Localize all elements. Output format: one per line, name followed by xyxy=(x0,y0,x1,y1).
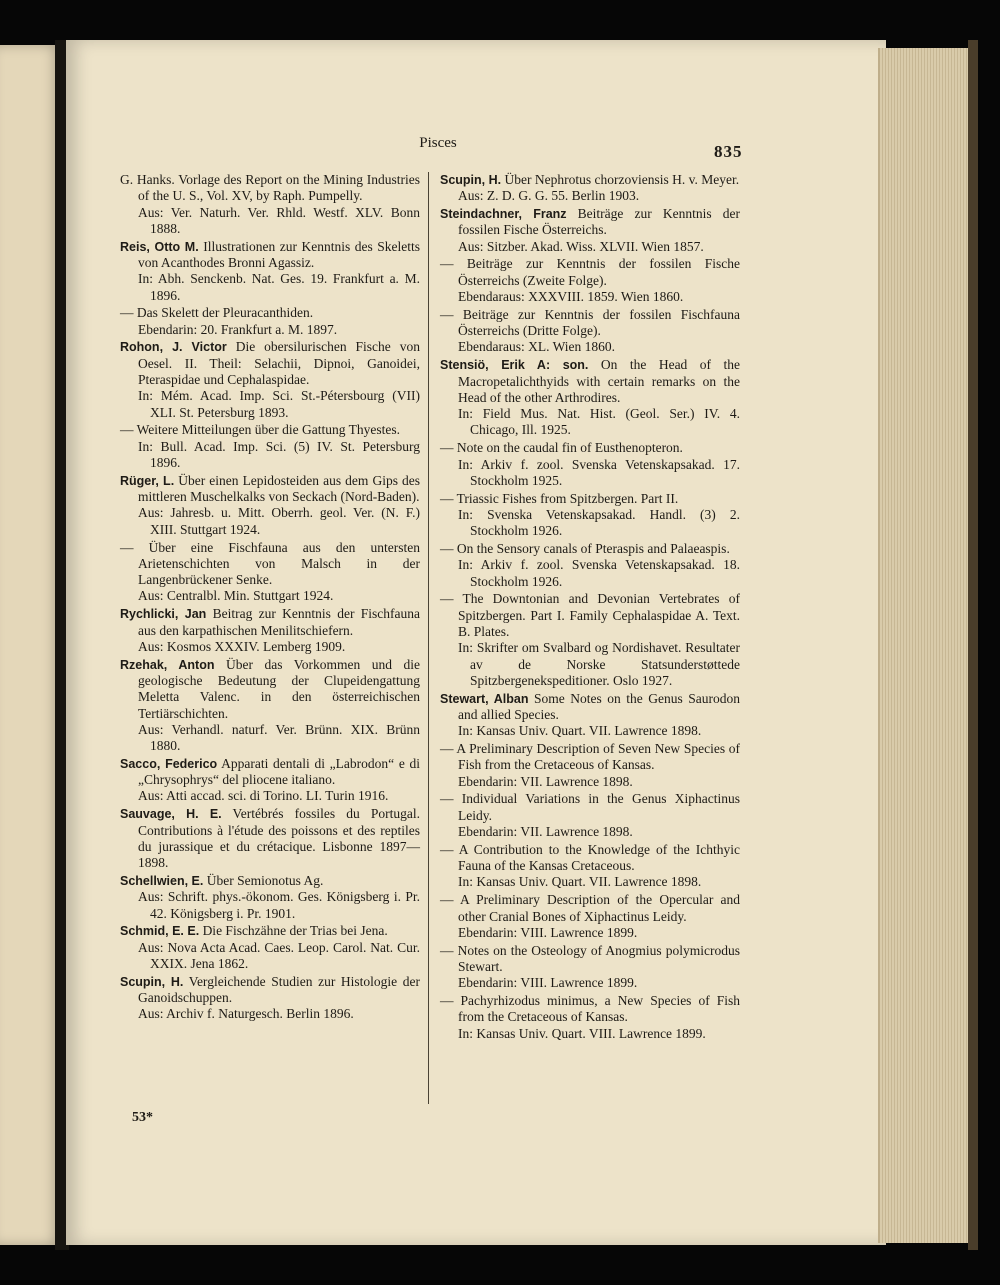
entry-text: — Triassic Fishes from Spitzbergen. Part II. xyxy=(440,490,679,506)
entry-title-line xyxy=(440,791,740,824)
entry-author: Stewart, Alban xyxy=(440,691,529,706)
entry-text: Über das Vorkommen und die geologische Bedeutung der Clupeidengattung Meletta Valenc. in den österreichischen Tertiärschichten. xyxy=(138,656,420,721)
entry-title-line xyxy=(440,892,740,925)
bibliography-entry xyxy=(120,756,420,805)
bibliography-entry xyxy=(440,357,740,438)
bibliography-entry xyxy=(120,923,420,972)
entry-text: — Pachyrhizodus minimus, a New Species of Fish from the Cretaceous of Kansas. xyxy=(440,993,740,1025)
bibliography-entry xyxy=(120,422,420,471)
entry-title-line xyxy=(440,691,740,724)
entry-title-line xyxy=(440,491,740,507)
entry-text: Some Notes on the Genus Saurodon and allied Species. xyxy=(458,690,741,722)
entry-text: Über Nephrotus chorzoviensis H. v. Meyer. xyxy=(501,172,740,187)
entry-text: — Note on the caudal fin of Eusthenopteron. xyxy=(440,440,683,456)
entry-text: — Individual Variations in the Genus Xiphactinus Leidy. xyxy=(440,791,740,823)
entry-text: Aus: Archiv f. Naturgesch. Berlin 1896. xyxy=(138,1006,354,1022)
entry-title-line xyxy=(120,305,420,321)
entry-text: In: Kansas Univ. Quart. VII. Lawrence 1898. xyxy=(458,874,702,890)
entry-title-line xyxy=(120,806,420,871)
entry-text: Ebendaraus: XXXVIII. 1859. Wien 1860. xyxy=(458,289,684,305)
bibliography-entry xyxy=(440,256,740,305)
bibliography-entry xyxy=(440,943,740,992)
bibliography-entry xyxy=(120,540,420,605)
entry-source-line xyxy=(440,824,740,840)
entry-source-line xyxy=(120,271,420,304)
entry-text: Aus: Schrift. phys.-ökonom. Ges. Königsberg i. Pr. 42. Königsberg i. Pr. 1901. xyxy=(138,889,420,921)
entry-text: Aus: Jahresb. u. Mitt. Oberrh. geol. Ver. (N. F.) XIII. Stuttgart 1924. xyxy=(138,505,420,537)
entry-title-line xyxy=(120,239,420,272)
entry-title-line xyxy=(120,473,420,506)
entry-author: Sauvage, H. E. xyxy=(120,807,222,822)
entry-source-line xyxy=(120,889,420,922)
left-page-edge xyxy=(0,45,62,1245)
entry-source-line xyxy=(120,439,420,472)
bibliography-entry xyxy=(120,339,420,420)
entry-text: On the Head of the Macropetalichthyids with certain remarks on the Head of the other Arthrodires. xyxy=(458,357,741,405)
entry-source-line xyxy=(120,1006,420,1022)
entry-text: In: Kansas Univ. Quart. VII. Lawrence 1898. xyxy=(458,723,702,739)
bibliography-entry xyxy=(120,239,420,304)
entry-source-line xyxy=(440,557,740,590)
bibliography-entry xyxy=(440,591,740,689)
entry-text: In: Skrifter om Svalbard og Nordishavet. Resultater av de Norske Statsunderstøttede Spitzbergenekspeditioner. Oslo 1927. xyxy=(458,640,740,688)
page-edges xyxy=(878,48,972,1243)
entry-text: Apparati dentali di „Labrodon“ e di „Chrysophrys“ del pliocene italiano. xyxy=(138,755,420,788)
entry-title-line xyxy=(440,440,740,456)
left-column xyxy=(120,172,420,1024)
page-number: 835 xyxy=(714,142,743,161)
entry-text: Ebendarin: 20. Frankfurt a. M. 1897. xyxy=(138,321,338,337)
bibliography-entry xyxy=(120,806,420,871)
entry-source-line xyxy=(440,774,740,790)
bibliography-entry xyxy=(440,172,740,205)
entry-source-line xyxy=(440,339,740,355)
entry-text: Vergleichende Studien zur Histologie der Ganoidschuppen. xyxy=(138,973,420,1006)
bibliography-entry xyxy=(440,691,740,740)
entry-text: — On the Sensory canals of Pteraspis and Palaeaspis. xyxy=(440,541,730,557)
entry-author: Rüger, L. xyxy=(120,473,175,488)
entry-text: Ebendarin: VII. Lawrence 1898. xyxy=(458,824,633,840)
bibliography-entry xyxy=(440,993,740,1042)
entry-source-line xyxy=(120,388,420,421)
entry-title-line xyxy=(120,873,420,889)
entry-author: Scupin, H. xyxy=(120,974,184,989)
entry-source-line xyxy=(120,722,420,755)
entry-author: Steindachner, Franz xyxy=(440,207,567,222)
entry-title-line xyxy=(120,422,420,438)
entry-author: Reis, Otto M. xyxy=(120,239,199,254)
entry-source-line xyxy=(120,505,420,538)
entry-title-line xyxy=(120,657,420,722)
entry-text: Ebendarin: VIII. Lawrence 1899. xyxy=(458,924,638,940)
entry-author: Rychlicki, Jan xyxy=(120,607,207,622)
entry-title-line xyxy=(440,357,740,406)
entry-text: Illustrationen zur Kenntnis des Skeletts von Acanthodes Bronni Agassiz. xyxy=(138,238,420,270)
entry-text: In: Arkiv f. zool. Svenska Vetenskapsakad. 17. Stockholm 1925. xyxy=(458,456,740,488)
bibliography-entry xyxy=(120,305,420,338)
entry-text: — A Contribution to the Knowledge of the Ichthyic Fauna of the Kansas Cretaceous. xyxy=(440,841,740,874)
entry-text: Über einen Lepidosteiden aus dem Gips des mittleren Muschelkalks von Seckach (Nord-Baden). xyxy=(138,472,421,505)
entry-title-line xyxy=(440,307,740,340)
entry-author: Schmid, E. E. xyxy=(120,924,200,939)
entry-text: In: Kansas Univ. Quart. VIII. Lawrence 1899. xyxy=(458,1025,706,1041)
entry-author: Rzehak, Anton xyxy=(120,657,215,672)
entry-title-line xyxy=(440,993,740,1026)
bibliography-entry xyxy=(120,172,420,237)
entry-title-line xyxy=(120,540,420,589)
entry-author: Schellwien, E. xyxy=(120,873,204,888)
entry-text: — A Preliminary Description of the Opercular and other Cranial Bones of Xiphactinus Leidy. xyxy=(440,892,740,924)
bibliography-entry xyxy=(440,892,740,941)
entry-text: — Weitere Mitteilungen über die Gattung Thyestes. xyxy=(120,422,400,438)
entry-text: Aus: Z. D. G. G. 55. Berlin 1903. xyxy=(458,188,640,204)
entry-text: Aus: Nova Acta Acad. Caes. Leop. Carol. Nat. Cur. XXIX. Jena 1862. xyxy=(138,939,420,971)
entry-source-line xyxy=(120,639,420,655)
entry-title-line xyxy=(440,256,740,289)
bibliography-entry xyxy=(120,873,420,922)
entry-author: Stensiö, Erik A: son. xyxy=(440,358,589,373)
entry-text: G. Hanks. Vorlage des Report on the Mining Industries of the U. S., Vol. XV, by Raph. Pumpelly. xyxy=(120,172,420,204)
entry-text: Ebendaraus: XL. Wien 1860. xyxy=(458,339,616,355)
bibliography-entry xyxy=(440,491,740,540)
entry-title-line xyxy=(120,339,420,388)
bibliography-entry xyxy=(440,541,740,590)
bibliography-entry xyxy=(440,791,740,840)
entry-title-line xyxy=(120,172,420,205)
entry-text: Aus: Sitzber. Akad. Wiss. XLVII. Wien 1857. xyxy=(458,238,704,254)
entry-source-line xyxy=(440,289,740,305)
entry-text: Ebendarin: VII. Lawrence 1898. xyxy=(458,773,633,789)
right-column xyxy=(440,172,740,1043)
entry-title-line xyxy=(120,974,420,1007)
entry-source-line xyxy=(440,925,740,941)
entry-text: In: Bull. Acad. Imp. Sci. (5) IV. St. Petersburg 1896. xyxy=(138,438,420,471)
entry-text: Aus: Kosmos XXXIV. Lemberg 1909. xyxy=(138,638,346,654)
entry-title-line xyxy=(440,541,740,557)
entry-author: Scupin, H. xyxy=(440,173,502,187)
entry-text: In: Abh. Senckenb. Nat. Ges. 19. Frankfurt a. M. 1896. xyxy=(138,271,420,303)
entry-source-line xyxy=(440,723,740,739)
entry-title-line xyxy=(440,842,740,875)
entry-text: In: Arkiv f. zool. Svenska Vetenskapsakad. 18. Stockholm 1926. xyxy=(458,557,740,589)
entry-source-line xyxy=(120,588,420,604)
bibliography-entry xyxy=(440,440,740,489)
entry-title-line xyxy=(440,741,740,774)
entry-source-line xyxy=(440,457,740,490)
entry-title-line xyxy=(440,591,740,640)
entry-source-line xyxy=(120,788,420,804)
entry-text: In: Svenska Vetenskapsakad. Handl. (3) 2. Stockholm 1926. xyxy=(458,506,740,539)
entry-source-line xyxy=(440,239,740,255)
entry-text: — Beiträge zur Kenntnis der fossilen Fischfauna Österreichs (Dritte Folge). xyxy=(440,306,740,339)
entry-text: Aus: Ver. Naturh. Ver. Rhld. Westf. XLV. Bonn 1888. xyxy=(138,204,420,236)
bibliography-entry xyxy=(440,206,740,255)
entry-text: In: Mém. Acad. Imp. Sci. St.-Pétersbourg (VII) XLI. St. Petersburg 1893. xyxy=(138,388,420,420)
entry-text: Über Semionotus Ag. xyxy=(203,872,324,888)
entry-title-line xyxy=(440,172,740,188)
entry-title-line xyxy=(120,606,420,639)
entry-source-line xyxy=(440,406,740,439)
entry-text: Ebendarin: VIII. Lawrence 1899. xyxy=(458,975,638,991)
entry-text: Die obersilurischen Fische von Oesel. II. Theil: Selachii, Dipnoi, Ganoidei, Pteraspidae und Cephalaspidae. xyxy=(138,339,420,388)
entry-source-line xyxy=(440,1026,740,1042)
entry-text: Aus: Atti accad. sci. di Torino. LI. Turin 1916. xyxy=(138,788,389,804)
running-head: Pisces xyxy=(419,135,457,151)
bibliography-entry xyxy=(440,842,740,891)
entry-text: — Über eine Fischfauna aus den untersten Arietenschichten von Malsch in der Langenbrückener Senke. xyxy=(120,539,420,588)
entry-source-line xyxy=(440,874,740,890)
entry-source-line xyxy=(440,975,740,991)
entry-title-line xyxy=(440,206,740,239)
entry-source-line xyxy=(120,322,420,338)
bibliography-entry xyxy=(120,606,420,655)
bibliography-entry xyxy=(120,974,420,1023)
entry-text: Aus: Verhandl. naturf. Ver. Brünn. XIX. Brünn 1880. xyxy=(138,721,420,754)
entry-author: Rohon, J. Victor xyxy=(120,340,227,355)
entry-text: Beiträge zur Kenntnis der fossilen Fische Österreichs. xyxy=(458,206,741,238)
entry-text: — Notes on the Osteology of Anogmius polymicrodus Stewart. xyxy=(440,942,740,974)
entry-text: — A Preliminary Description of Seven New Species of Fish from the Cretaceous of Kansas. xyxy=(440,741,740,773)
entry-title-line xyxy=(440,943,740,976)
entry-text: Die Fischzähne der Trias bei Jena. xyxy=(199,923,388,939)
entry-source-line xyxy=(120,205,420,238)
entry-text: In: Field Mus. Nat. Hist. (Geol. Ser.) IV. 4. Chicago, Ill. 1925. xyxy=(458,406,740,438)
bibliography-entry xyxy=(440,741,740,790)
entry-text: — Das Skelett der Pleuracanthiden. xyxy=(120,305,314,321)
book-cover xyxy=(968,40,978,1250)
entry-source-line xyxy=(120,940,420,973)
entry-author: Sacco, Federico xyxy=(120,756,218,771)
column-divider xyxy=(428,172,429,1104)
entry-text: Vertébrés fossiles du Portugal. Contributions à l'étude des poissons et des reptiles du jurassique et du crétacique. Lisbonne 1897—1898. xyxy=(138,806,420,871)
entry-text: — Beiträge zur Kenntnis der fossilen Fische Österreichs (Zweite Folge). xyxy=(440,256,740,288)
entry-title-line xyxy=(120,923,420,939)
entry-text: Aus: Centralbl. Min. Stuttgart 1924. xyxy=(138,588,334,604)
entry-source-line xyxy=(440,507,740,540)
entry-title-line xyxy=(120,756,420,789)
entry-text: Beitrag zur Kenntnis der Fischfauna aus den karpathischen Menilitschiefern. xyxy=(138,606,421,638)
signature-mark: 53* xyxy=(132,1110,153,1125)
bibliography-entry xyxy=(120,657,420,755)
entry-source-line xyxy=(440,188,740,204)
entry-text: — The Downtonian and Devonian Vertebrates of Spitzbergen. Part I. Family Cephalaspidae A. Text. B. Plates. xyxy=(440,591,740,640)
bibliography-entry xyxy=(440,307,740,356)
bibliography-entry xyxy=(120,473,420,538)
entry-source-line xyxy=(440,640,740,689)
